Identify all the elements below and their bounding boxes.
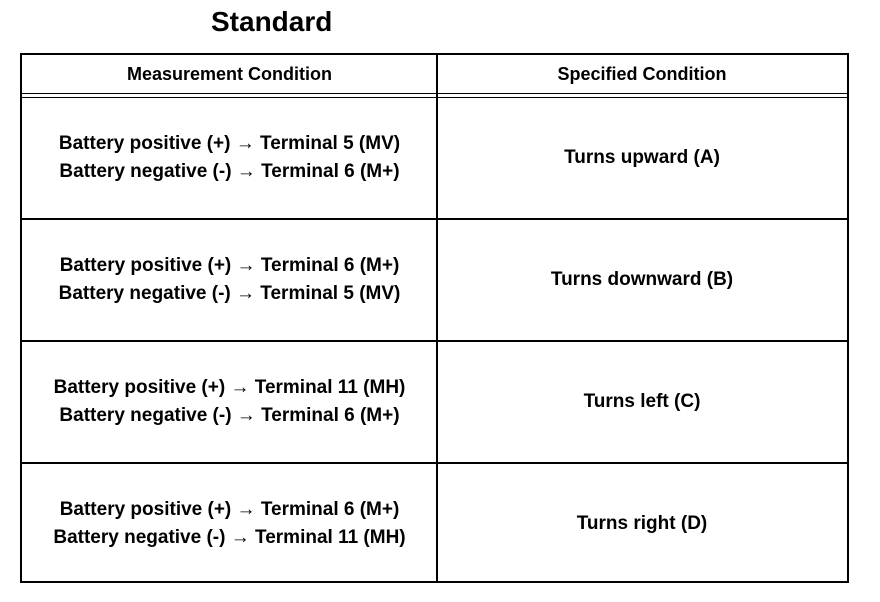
specified-condition-cell [437,464,847,584]
table-row [22,98,847,220]
specified-condition-text: Turns right (D) [576,513,708,534]
specified-condition-cell [437,98,847,218]
table-row [22,342,847,464]
table-row [22,464,847,584]
specified-condition-text: Turns downward (B) [550,269,734,290]
standard-table [20,53,849,583]
measurement-condition-cell [22,220,437,340]
battery-positive-condition: Battery positive (+) → Terminal 6 (M+) [59,255,400,276]
battery-negative-condition: Battery negative (-) → Terminal 6 (M+) [59,405,400,426]
battery-positive-condition: Battery positive (+) → Terminal 6 (M+) [59,499,400,520]
battery-positive-condition: Battery positive (+) → Terminal 11 (MH) [53,377,406,398]
measurement-condition-cell [22,342,437,462]
table-row [22,220,847,342]
specified-condition-cell [437,220,847,340]
table-body [22,98,847,584]
header-measurement-condition: Measurement Condition [126,63,332,84]
measurement-condition-cell [22,464,437,584]
battery-negative-condition: Battery negative (-) → Terminal 11 (MH) [53,527,406,548]
page-title: Standard [211,6,333,37]
table-header-row [22,55,847,93]
specified-condition-text: Turns left (C) [583,391,701,412]
header-specified-condition: Specified Condition [557,63,727,84]
column-divider [436,55,438,581]
specified-condition-text: Turns upward (A) [564,147,720,168]
measurement-condition-cell [22,98,437,218]
battery-positive-condition: Battery positive (+) → Terminal 5 (MV) [58,133,401,154]
battery-negative-condition: Battery negative (-) → Terminal 5 (MV) [58,283,401,304]
battery-negative-condition: Battery negative (-) → Terminal 6 (M+) [59,161,400,182]
specified-condition-cell [437,342,847,462]
